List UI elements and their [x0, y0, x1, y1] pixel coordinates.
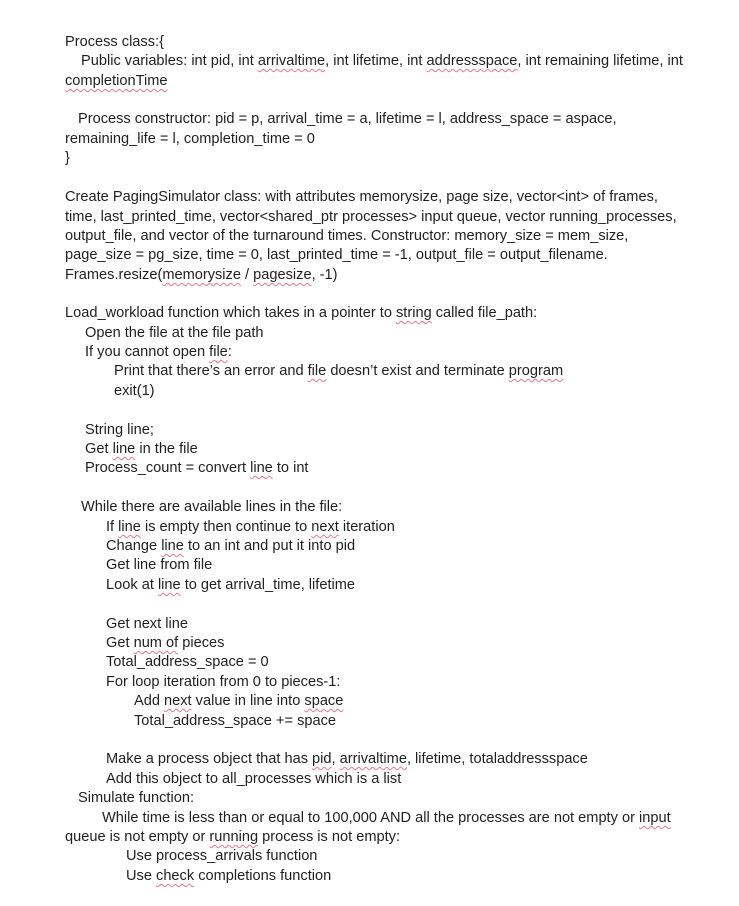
text-segment: Simulate function:: [78, 790, 195, 806]
text-line: [65, 266, 338, 286]
text-segment: Total_address_space = 0: [106, 654, 269, 670]
text-line: [134, 712, 336, 732]
text-segment: :: [227, 344, 232, 360]
text-segment: For loop iteration from 0 to pieces-1:: [106, 674, 341, 690]
spellcheck-flagged-word[interactable]: line: [118, 519, 141, 535]
text-segment: Public variables: int pid, int: [81, 53, 258, 69]
text-segment: , int remaining lifetime, int: [517, 53, 683, 69]
spellcheck-flagged-word[interactable]: next: [164, 693, 192, 709]
text-line: [81, 52, 683, 72]
text-line: [106, 750, 588, 770]
spellcheck-flagged-word[interactable]: num of: [133, 635, 179, 651]
text-line: [78, 789, 194, 809]
text-line: [114, 382, 155, 402]
text-line: [85, 343, 232, 363]
text-segment: in the file: [135, 441, 198, 457]
text-segment: remaining_life = l, completion_time = 0: [65, 131, 315, 147]
text-segment: to an int and put it into pid: [183, 538, 356, 554]
spellcheck-flagged-word[interactable]: line: [157, 577, 181, 593]
text-segment: String line;: [85, 422, 154, 438]
text-segment: Get: [85, 441, 113, 457]
spellcheck-flagged-word[interactable]: file: [307, 363, 327, 379]
text-line: [65, 208, 677, 228]
text-segment: Get line from file: [106, 557, 213, 573]
text-line: [65, 149, 70, 169]
spellcheck-flagged-word[interactable]: arrivaltime: [339, 751, 407, 767]
spellcheck-flagged-word[interactable]: check: [156, 868, 195, 884]
text-segment: , lifetime, totaladdressspace: [406, 751, 588, 767]
text-line: [106, 615, 188, 635]
text-line: [106, 770, 401, 790]
text-segment: ,: [331, 751, 340, 767]
spellcheck-flagged-word[interactable]: arrivaltime: [257, 53, 326, 69]
text-segment: time, last_printed_time, vector<shared_ptr processes> input queue, vector running_processes,: [65, 209, 677, 225]
text-line: [78, 110, 617, 130]
text-line: [85, 459, 309, 479]
spellcheck-flagged-word[interactable]: line: [112, 441, 136, 457]
text-segment: While there are available lines in the file:: [81, 499, 343, 515]
text-segment: Load_workload function which takes in a pointer to: [65, 305, 396, 321]
text-segment: Make a process object that has: [106, 751, 313, 767]
text-line: [65, 130, 315, 150]
text-line: [85, 324, 264, 344]
text-line: [65, 188, 658, 208]
text-segment: Print that there’s an error and: [114, 363, 308, 379]
text-segment: Look at: [106, 577, 158, 593]
text-line: [85, 421, 154, 441]
text-segment: Change: [106, 538, 162, 554]
text-segment: to get arrival_time, lifetime: [180, 577, 356, 593]
text-segment: , int lifetime, int: [325, 53, 427, 69]
spellcheck-flagged-word[interactable]: file: [209, 344, 228, 360]
text-line: [65, 304, 537, 324]
text-segment: Use: [126, 868, 157, 884]
text-line: [102, 809, 671, 829]
text-segment: Process_count = convert: [85, 460, 251, 476]
text-segment: If: [106, 519, 119, 535]
text-line: [81, 498, 342, 518]
text-segment: Process constructor: pid = p, arrival_time = a, lifetime = l, address_space = aspace,: [78, 111, 617, 127]
spellcheck-flagged-word[interactable]: completionTime: [65, 73, 168, 89]
text-line: [65, 246, 608, 266]
text-segment: Add this object to all_processes which is a list: [106, 771, 402, 787]
text-line: [106, 653, 269, 673]
text-line: [106, 634, 224, 654]
text-segment: process is not empty:: [258, 829, 401, 845]
text-segment: is empty then continue to: [140, 519, 312, 535]
spellcheck-flagged-word[interactable]: pagesize: [253, 267, 312, 283]
text-segment: iteration: [338, 519, 395, 535]
text-segment: Use process_arrivals function: [126, 848, 318, 864]
text-line: [65, 828, 400, 848]
text-segment: If you cannot open: [85, 344, 210, 360]
text-segment: output_file, and vector of the turnaround times. Constructor: memory_size = mem_size,: [65, 228, 629, 244]
spellcheck-flagged-word[interactable]: running: [209, 829, 259, 845]
text-segment: pieces: [178, 635, 225, 651]
text-segment: Process class:{: [65, 34, 164, 50]
spellcheck-flagged-word[interactable]: memorysize: [162, 267, 241, 283]
text-line: [85, 440, 198, 460]
spellcheck-flagged-word[interactable]: line: [250, 460, 273, 476]
text-segment: /: [240, 267, 254, 283]
text-segment: , -1): [311, 267, 338, 283]
spellcheck-flagged-word[interactable]: addressspace: [426, 53, 518, 69]
spellcheck-flagged-word[interactable]: program: [508, 363, 564, 379]
text-segment: }: [65, 150, 70, 166]
text-line: [106, 537, 355, 557]
text-line: [106, 556, 212, 576]
text-segment: queue is not empty or: [65, 829, 210, 845]
text-segment: Frames.resize(: [65, 267, 163, 283]
text-segment: While time is less than or equal to 100,000 AND all the processes are not empty or: [102, 810, 639, 826]
text-segment: exit(1): [114, 383, 155, 399]
text-segment: value in line into: [191, 693, 305, 709]
spellcheck-flagged-word[interactable]: line: [161, 538, 184, 554]
text-line: [65, 72, 167, 92]
spellcheck-flagged-word[interactable]: string: [396, 305, 432, 321]
spellcheck-flagged-word[interactable]: next: [311, 519, 339, 535]
text-segment: completions function: [194, 868, 332, 884]
text-segment: Create PagingSimulator class: with attributes memorysize, page size, vector<int> of frames,: [65, 189, 658, 205]
text-line: [126, 867, 331, 887]
text-segment: Get: [106, 635, 134, 651]
text-segment: Total_address_space += space: [134, 713, 337, 729]
text-segment: page_size = pg_size, time = 0, last_printed_time = -1, output_file = output_filename.: [65, 247, 608, 263]
text-segment: doesn’t exist and terminate: [326, 363, 509, 379]
text-line: [106, 673, 340, 693]
text-segment: Open the file at the file path: [85, 325, 264, 341]
text-segment: called file_path:: [431, 305, 538, 321]
text-line: [114, 362, 563, 382]
text-line: [126, 847, 317, 867]
text-line: [65, 33, 164, 53]
text-line: [65, 227, 628, 247]
spellcheck-flagged-word[interactable]: pid: [312, 751, 332, 767]
text-line: [106, 518, 395, 538]
text-segment: Get next line: [106, 616, 188, 632]
text-line: [134, 692, 343, 712]
spellcheck-flagged-word[interactable]: space: [304, 693, 344, 709]
spellcheck-flagged-word[interactable]: input: [639, 810, 671, 826]
text-line: [106, 576, 355, 596]
text-segment: Add: [134, 693, 165, 709]
text-segment: to int: [272, 460, 309, 476]
